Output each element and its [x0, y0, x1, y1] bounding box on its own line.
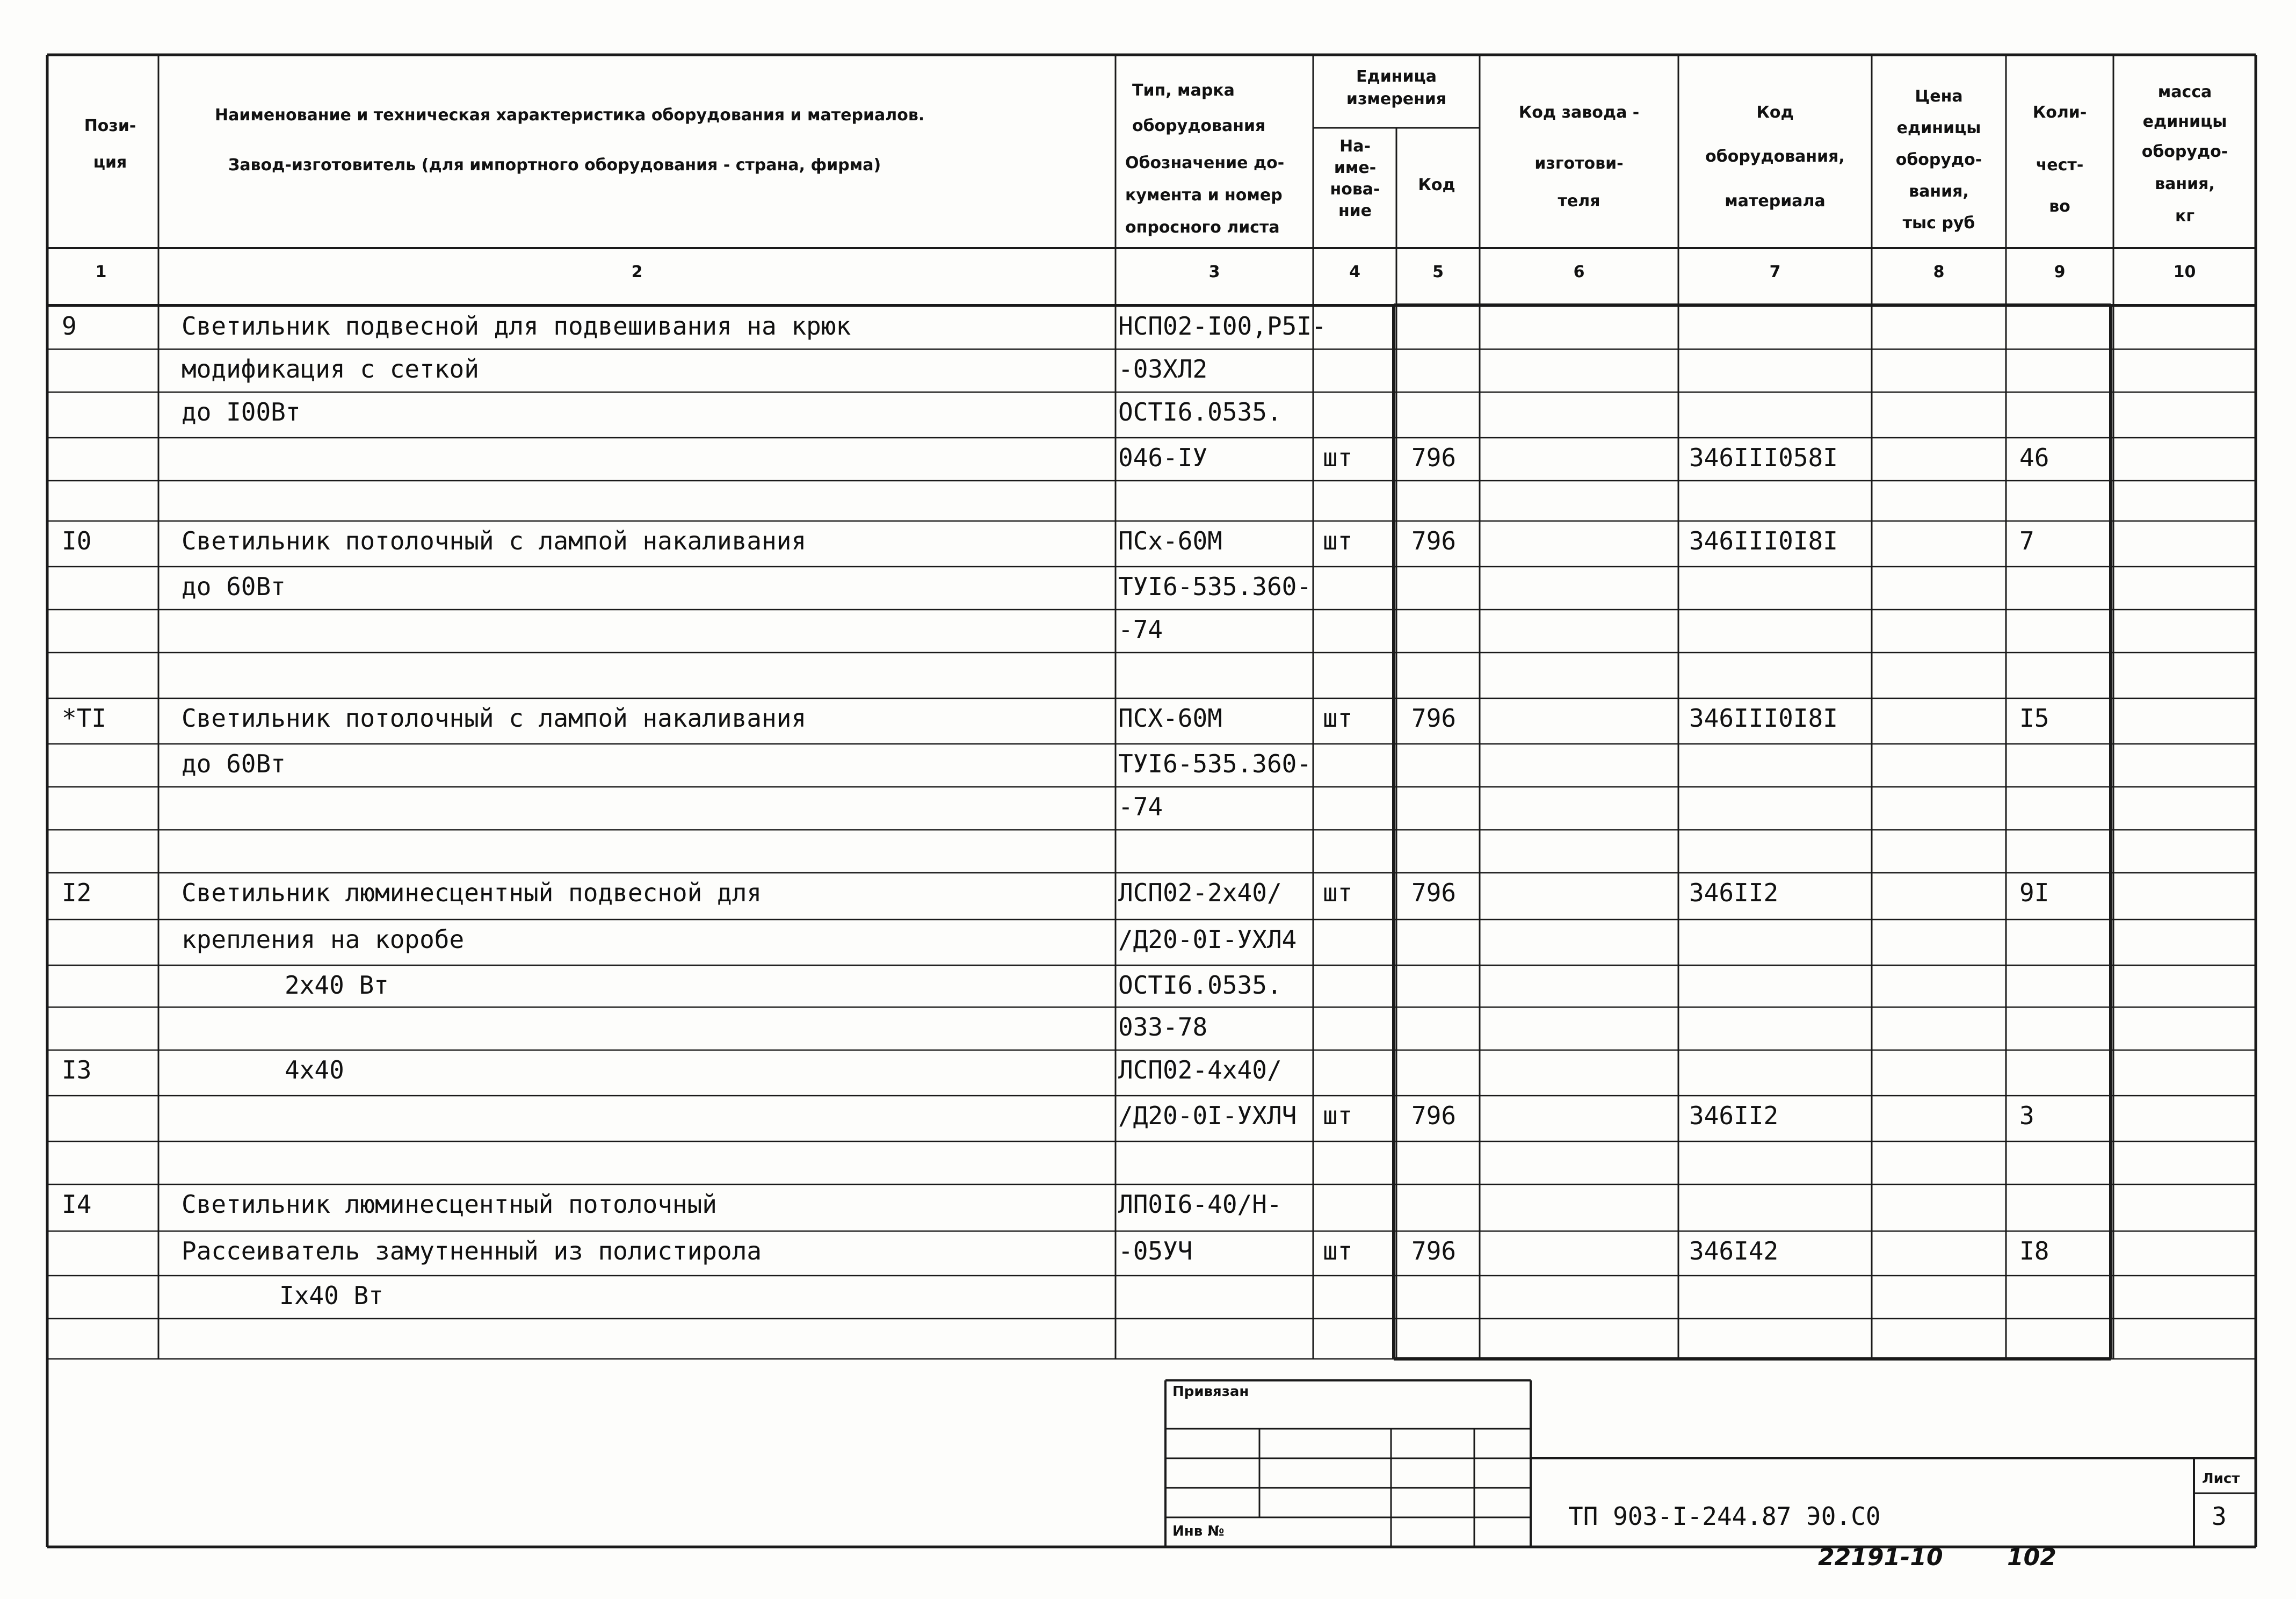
column-number: 4: [1349, 263, 1360, 281]
header-type-line-4: кумента и номер: [1125, 186, 1283, 205]
header-name-line-1: Наименование и техническая характеристика оборудования и материалов.: [215, 106, 925, 125]
cell-equipment-code: 346III058I: [1689, 443, 1838, 472]
cell-type: ПСХ-60М: [1118, 704, 1222, 733]
cell-name: крепления на коробе: [182, 925, 465, 954]
header-unit-code: Код: [1418, 176, 1455, 194]
handwritten-number: 22191-10: [1818, 1544, 1943, 1571]
cell-unit: шт: [1323, 704, 1353, 733]
header-mass-5: кг: [2175, 207, 2195, 226]
header-factory-3: теля: [1558, 192, 1600, 211]
cell-type: ОСТI6.0535.: [1118, 397, 1282, 426]
cell-equipment-code: 346II2: [1689, 878, 1779, 907]
header-name-line-2: Завод-изготовитель (для импортного оборудования - страна, фирма): [228, 156, 881, 175]
cell-name: 2х40 Вт: [285, 971, 389, 1000]
cell-quantity: I5: [2019, 704, 2049, 733]
column-number: 5: [1432, 263, 1444, 281]
header-quantity-2: чест-: [2036, 156, 2084, 175]
cell-type: ЛСП02-2х40/: [1118, 878, 1282, 907]
cell-name: до 60Вт: [182, 572, 286, 601]
cell-position: I2: [62, 878, 92, 907]
cell-unit-code: 796: [1411, 704, 1457, 733]
cell-equipment-code: 346III0I8I: [1689, 704, 1838, 733]
header-unit-name-4: ние: [1338, 201, 1372, 220]
cell-type: ЛСП02-4х40/: [1118, 1055, 1282, 1084]
header-factory-1: Код завода -: [1518, 103, 1640, 122]
cell-name: Светильник подвесной для подвешивания на крюк: [182, 312, 851, 341]
cell-position: I3: [62, 1055, 92, 1084]
header-quantity-3: во: [2049, 197, 2070, 216]
cell-type: /Д20-0I-УХЛЧ: [1118, 1101, 1297, 1130]
column-number: 9: [2054, 263, 2066, 281]
column-number: 7: [1769, 263, 1781, 281]
cell-quantity: I8: [2019, 1236, 2049, 1265]
cell-name: Iх40 Вт: [279, 1281, 383, 1310]
header-position-2: ция: [93, 153, 127, 172]
stamp-attached-label: Привязан: [1172, 1384, 1249, 1400]
header-price-5: тыс руб: [1902, 214, 1975, 233]
cell-type: НСП02-I00,Р5I-: [1118, 312, 1327, 341]
column-number: 1: [95, 263, 107, 281]
cell-position: I0: [62, 526, 92, 555]
header-factory-2: изготови-: [1534, 154, 1624, 173]
cell-type: -74: [1118, 615, 1163, 644]
cell-position: 9: [62, 312, 77, 341]
column-number: 10: [2173, 263, 2196, 281]
cell-type: -03ХЛ2: [1118, 354, 1208, 384]
header-mass-4: вания,: [2155, 175, 2215, 193]
cell-equipment-code: 346II2: [1689, 1101, 1779, 1130]
cell-type: ЛП0I6-40/Н-: [1118, 1190, 1282, 1219]
cell-unit-code: 796: [1411, 526, 1457, 555]
cell-equipment-code: 346III0I8I: [1689, 526, 1838, 555]
header-price-3: оборудо-: [1895, 150, 1982, 169]
cell-unit-code: 796: [1411, 1101, 1457, 1130]
cell-type: /Д20-0I-УХЛ4: [1118, 925, 1297, 954]
cell-name: до I00Вт: [182, 397, 301, 426]
cell-quantity: 3: [2019, 1101, 2034, 1130]
cell-type: ТУI6-535.360-: [1118, 572, 1312, 601]
header-type-line-5: опросного листа: [1125, 218, 1280, 237]
cell-type: ТУI6-535.360-: [1118, 749, 1312, 778]
header-type-line-2: оборудования: [1132, 117, 1266, 135]
cell-quantity: 7: [2019, 526, 2034, 555]
cell-name: модификация с сеткой: [182, 354, 479, 384]
sheet-label: Лист: [2202, 1471, 2240, 1487]
column-number: 6: [1573, 263, 1585, 281]
header-unit-group-2: измерения: [1346, 90, 1447, 108]
cell-name: 4х40: [285, 1055, 344, 1084]
header-position-1: Пози-: [84, 117, 136, 135]
handwritten-page: 102: [2007, 1544, 2056, 1571]
sheet-number: 3: [2212, 1502, 2227, 1531]
header-equip-code-2: оборудования,: [1705, 147, 1845, 166]
cell-type: 033-78: [1118, 1012, 1208, 1041]
column-number: 2: [631, 263, 643, 281]
header-equip-code-3: материала: [1725, 192, 1826, 211]
cell-type: 046-IУ: [1118, 443, 1208, 472]
cell-name: до 60Вт: [182, 749, 286, 778]
header-unit-name-3: нова-: [1330, 180, 1380, 199]
header-unit-name-1: На-: [1339, 137, 1371, 156]
cell-type: ПСх-60М: [1118, 526, 1222, 555]
cell-unit: шт: [1323, 1101, 1353, 1130]
header-mass-2: единицы: [2142, 112, 2227, 131]
cell-name: Рассеиватель замутненный из полистирола: [182, 1236, 762, 1265]
header-unit-name-2: име-: [1334, 158, 1377, 177]
column-number: 8: [1933, 263, 1945, 281]
cell-unit-code: 796: [1411, 1236, 1457, 1265]
cell-position: *TI: [62, 704, 107, 733]
cell-unit-code: 796: [1411, 878, 1457, 907]
cell-unit-code: 796: [1411, 443, 1457, 472]
header-price-2: единицы: [1896, 119, 1981, 138]
cell-name: Светильник потолочный с лампой накаливания: [182, 704, 807, 733]
header-mass-3: оборудо-: [2141, 142, 2228, 161]
cell-name: Светильник люминесцентный подвесной для: [182, 878, 762, 907]
header-type-line-3: Обозначение до-: [1125, 154, 1285, 172]
cell-quantity: 9I: [2019, 878, 2049, 907]
cell-position: I4: [62, 1190, 92, 1219]
header-equip-code-1: Код: [1756, 103, 1794, 122]
cell-name: Светильник люминесцентный потолочный: [182, 1190, 717, 1219]
stamp-inventory-label: Инв №: [1172, 1523, 1225, 1539]
cell-type: -74: [1118, 792, 1163, 821]
cell-unit: шт: [1323, 1236, 1353, 1265]
cell-type: ОСТI6.0535.: [1118, 971, 1282, 1000]
header-unit-group-1: Единица: [1356, 67, 1437, 86]
header-mass-1: масса: [2157, 83, 2212, 102]
column-number: 3: [1208, 263, 1220, 281]
document-code: ТП 903-I-244.87 Э0.С0: [1568, 1502, 1881, 1531]
header-price-1: Цена: [1915, 87, 1963, 106]
cell-name: Светильник потолочный с лампой накаливания: [182, 526, 807, 555]
cell-unit: шт: [1323, 443, 1353, 472]
cell-type: -05УЧ: [1118, 1236, 1193, 1265]
header-type-line-1: Тип, марка: [1132, 81, 1235, 100]
header-quantity-1: Коли-: [2032, 103, 2087, 122]
cell-unit: шт: [1323, 878, 1353, 907]
header-price-4: вания,: [1909, 182, 1969, 201]
cell-equipment-code: 346I42: [1689, 1236, 1779, 1265]
cell-unit: шт: [1323, 526, 1353, 555]
cell-quantity: 46: [2019, 443, 2049, 472]
